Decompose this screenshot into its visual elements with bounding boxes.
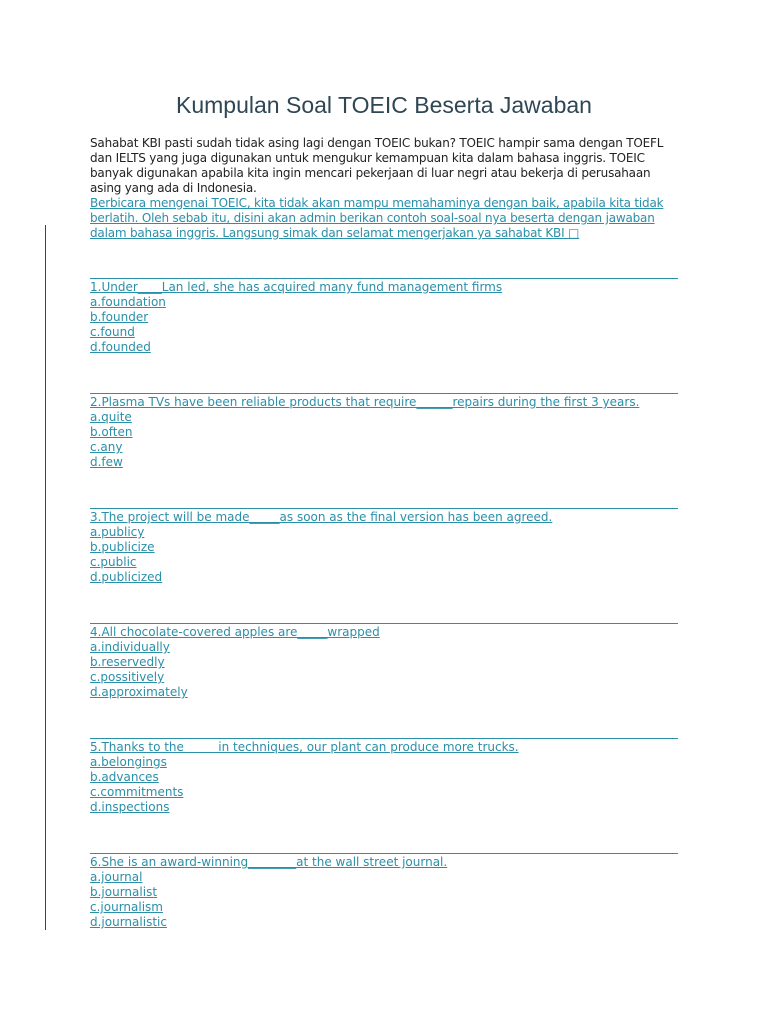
option-c[interactable]: c.any bbox=[90, 440, 123, 454]
intro-section bbox=[90, 136, 680, 241]
option-b[interactable]: b.journalist bbox=[90, 885, 158, 899]
option-a[interactable]: a.quite bbox=[90, 410, 132, 424]
page-title: Kumpulan Soal TOEIC Beserta Jawaban bbox=[176, 92, 592, 118]
option-b[interactable]: b.publicize bbox=[90, 540, 155, 554]
question-stem[interactable]: 2.Plasma TVs have been reliable products that require______repairs during the first 3 years. bbox=[90, 395, 640, 409]
question-stem[interactable]: 5.Thanks to the in techniques, our plant can produce more trucks. bbox=[90, 740, 519, 754]
option-c[interactable]: c.possitively bbox=[90, 670, 165, 684]
page-margin-line bbox=[45, 225, 46, 930]
option-d[interactable]: d.publicized bbox=[90, 570, 163, 584]
option-b[interactable]: b.reservedly bbox=[90, 655, 165, 669]
intro-link-paragraph[interactable]: Berbicara mengenai TOEIC, kita tidak akan mampu memahaminya dengan baik, apabila kita tidak berlatih. Oleh sebab itu, disini akan admin berikan contoh soal-soal nya beserta dengan jawaban dalam bahasa inggris. Langsung simak dan selamat mengerjakan ya sahabat KBI □ bbox=[90, 196, 664, 240]
option-c[interactable]: c.commitments bbox=[90, 785, 184, 799]
question-4 bbox=[90, 623, 678, 700]
option-d[interactable]: d.few bbox=[90, 455, 123, 469]
question-1 bbox=[90, 278, 678, 355]
option-a[interactable]: a.belongings bbox=[90, 755, 167, 769]
intro-paragraph: Sahabat KBI pasti sudah tidak asing lagi dengan TOEIC bukan? TOEIC hampir sama dengan TOEFL dan IELTS yang juga digunakan untuk mengukur kemampuan kita dalam bahasa inggris. TOEIC banyak digunakan apabila kita ingin mencari pekerjaan di luar negri atau bekerja di perusahaan asing yang ada di Indonesia. bbox=[90, 136, 664, 195]
option-a[interactable]: a.publicy bbox=[90, 525, 145, 539]
question-stem[interactable]: 3.The project will be made_____as soon as the final version has been agreed. bbox=[90, 510, 553, 524]
option-a[interactable]: a.individually bbox=[90, 640, 170, 654]
option-b[interactable]: b.founder bbox=[90, 310, 149, 324]
option-a[interactable]: a.foundation bbox=[90, 295, 166, 309]
option-b[interactable]: b.often bbox=[90, 425, 133, 439]
question-stem[interactable]: 4.All chocolate-covered apples are_____wrapped bbox=[90, 625, 380, 639]
option-d[interactable]: d.founded bbox=[90, 340, 151, 354]
option-c[interactable]: c.found bbox=[90, 325, 135, 339]
question-5 bbox=[90, 738, 678, 815]
option-b[interactable]: b.advances bbox=[90, 770, 159, 784]
option-a[interactable]: a.journal bbox=[90, 870, 143, 884]
option-d[interactable]: d.inspections bbox=[90, 800, 170, 814]
question-stem[interactable]: 6.She is an award-winning________at the wall street journal. bbox=[90, 855, 448, 869]
option-c[interactable]: c.journalism bbox=[90, 900, 163, 914]
option-c[interactable]: c.public bbox=[90, 555, 137, 569]
option-d[interactable]: d.approximately bbox=[90, 685, 188, 699]
question-3 bbox=[90, 508, 678, 585]
option-d[interactable]: d.journalistic bbox=[90, 915, 167, 929]
question-2 bbox=[90, 393, 678, 470]
question-stem[interactable]: 1.Under____Lan led, she has acquired many fund management firms bbox=[90, 280, 503, 294]
question-6 bbox=[90, 853, 678, 930]
